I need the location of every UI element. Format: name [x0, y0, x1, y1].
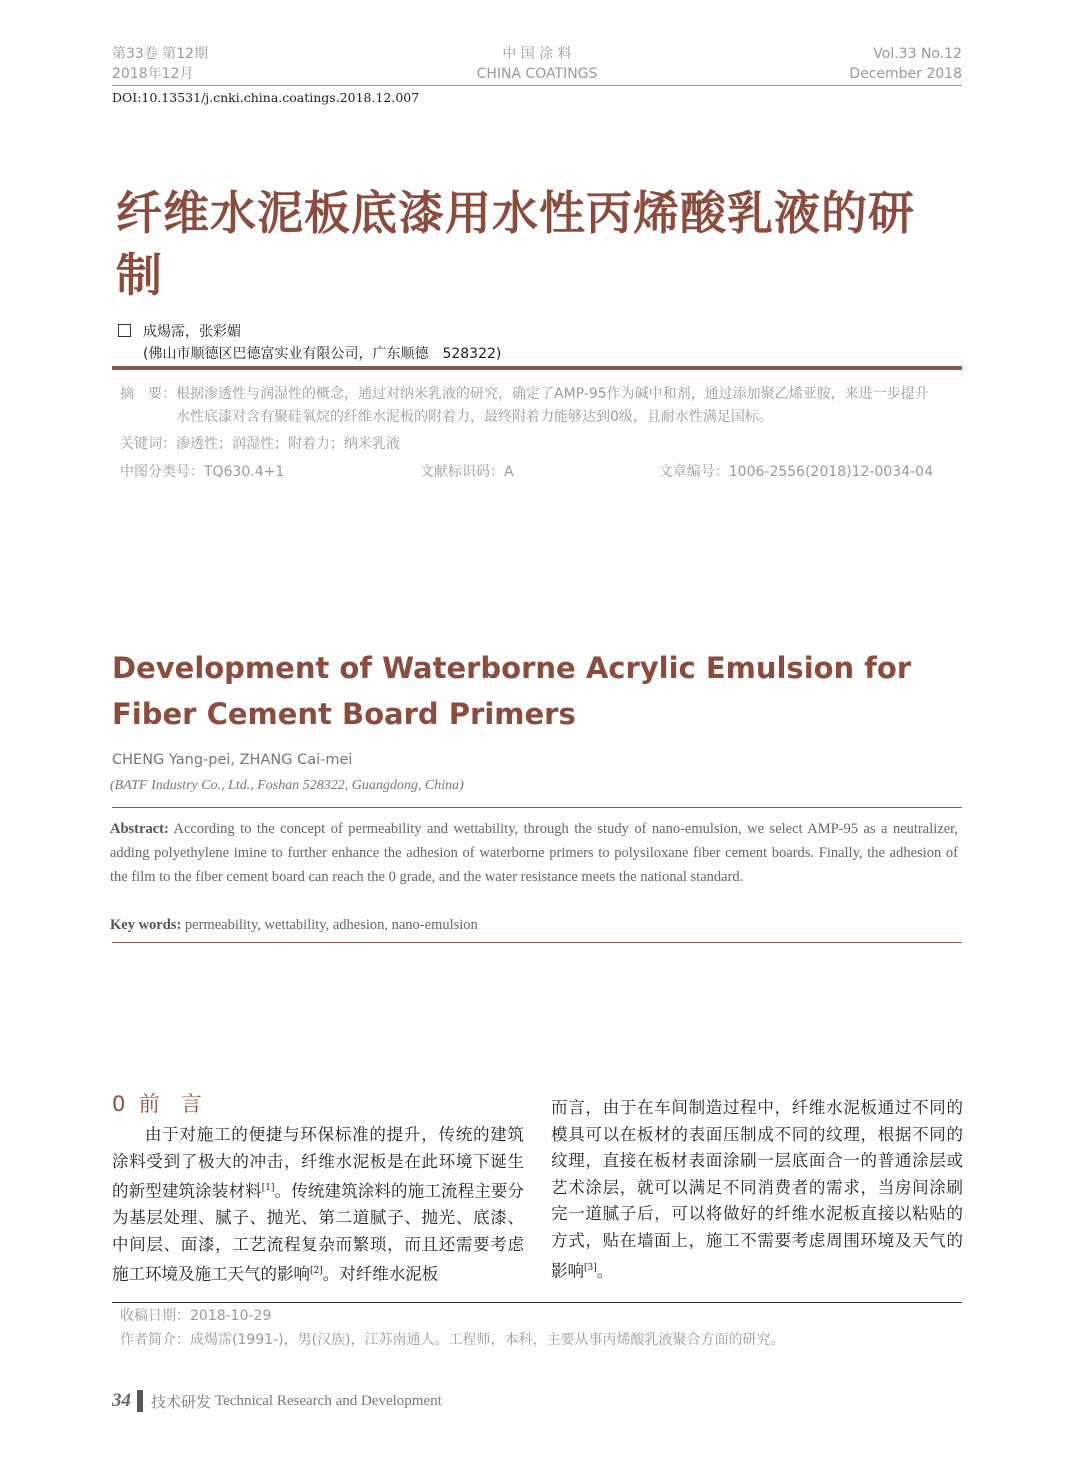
keywords-en-text: permeability, wettability, adhesion, nano-emulsion: [184, 917, 478, 933]
affiliation-en: (BATF Industry Co., Ltd., Foshan 528322, Guangdong, China): [110, 778, 464, 793]
abstract-en-label: Abstract:: [110, 821, 169, 837]
header-volume-en: [849, 44, 962, 84]
square-bullet-icon: [118, 324, 131, 337]
date-cn: 2018年12月: [112, 66, 194, 82]
section-number: 0: [112, 1092, 126, 1116]
footer-bar: [137, 1390, 143, 1412]
authors-en: CHENG Yang-pei, ZHANG Cai-mei: [112, 752, 353, 768]
footer-section-cn: 技术研发: [151, 1394, 212, 1411]
section-heading: [112, 1088, 202, 1118]
section-title: 前 言: [138, 1092, 202, 1116]
keywords-en: [110, 913, 958, 937]
body-text: 。传统建筑涂料的施工流程主要分为基层处理、腻子、抛光、第二道腻子、抛光、底漆、中间层、面漆，工艺流程复杂而繁琐，而且还需要考虑施工环境及施工天气的影响: [112, 1181, 525, 1284]
header-volume-cn: [112, 44, 208, 84]
title-en: Development of Waterborne Acrylic Emulsion for Fiber Cement Board Primers: [112, 651, 912, 731]
citation-1[interactable]: [1]: [261, 1183, 275, 1194]
title-cn: 纤维水泥板底漆用水性丙烯酸乳液的研制: [116, 186, 915, 302]
article-number: 文章编号：1006-2556(2018)12-0034-04: [658, 464, 933, 480]
abstract-cn-text: 根据渗透性与润湿性的概念，通过对纳米乳液的研究，确定了AMP-95作为碱中和剂，通过添加聚乙烯亚胺，来进一步提升水性底漆对含有聚硅氧烷的纤维水泥板的附着力，最终附着力能够达到0级，且耐水性满足国标。: [176, 386, 929, 425]
abstract-en: [110, 817, 958, 889]
body-column-left: [112, 1122, 524, 1289]
keywords-cn: 关键词：渗透性；润湿性；附着力；纳米乳液: [120, 436, 400, 452]
body-text: 而言，由于在车间制造过程中，纤维水泥板通过不同的模具可以在板材的表面压制成不同的纹理，根据不同的纹理，直接在板材表面涂刷一层底面合一的普通涂层或艺术涂层，就可以满足不同消费者的需求，当房间涂刷完一道腻子后，可以将做好的纤维水泥板直接以粘贴的方式，贴在墙面上，施工不需要考虑周围环境及天气的影响: [551, 1098, 963, 1281]
document-code: 文献标识码：A: [420, 464, 514, 480]
citation-2[interactable]: [2]: [310, 1266, 323, 1277]
abstract-top-rule: [112, 807, 962, 808]
footer-section-en: Technical Research and Development: [215, 1392, 442, 1409]
affiliation-cn: (佛山市顺德区巴德富实业有限公司，广东顺德 528322): [143, 346, 502, 362]
authors-cn: 成煬霈，张彩媚: [143, 324, 241, 340]
journal-en: CHINA COATINGS: [476, 66, 598, 82]
body-text: 由于对施工的便捷与环保标准的提升，传统的建筑涂料受到了极大的冲击，纤维水泥板是在此环境下诞生的新型建筑涂装材料: [112, 1125, 524, 1201]
doi: DOI:10.13531/j.cnki.china.coatings.2018.12.007: [112, 90, 420, 105]
page-number: 34: [112, 1390, 131, 1411]
keywords-en-label: Key words:: [110, 917, 182, 933]
abstract-en-text: According to the concept of permeability and wettability, through the study of nano-emulsion, we select AMP-95 as a neutralizer, adding polyethylene imine to further enhance the adhesion of waterborne primers to polysiloxane fiber cement boards. Finally, the adhesion of the film to the fiber cement board can reach the 0 grade, and the water resistance meets the national standard.: [110, 821, 959, 885]
abstract-cn: [120, 383, 940, 429]
date-en: December 2018: [849, 66, 962, 82]
received-date: 收稿日期：2018-10-29: [120, 1308, 272, 1324]
journal-cn: 中 国 涂 料: [502, 46, 572, 62]
volume-en: Vol.33 No.12: [873, 46, 962, 62]
volume-cn: 第33卷 第12期: [112, 46, 209, 62]
header-journal: [437, 44, 637, 84]
title-rule: [112, 366, 962, 370]
header-rule: [112, 85, 962, 86]
classification-number: 中图分类号：TQ630.4+1: [120, 464, 285, 480]
citation-3[interactable]: [3]: [584, 1262, 597, 1273]
page-footer: [112, 1390, 442, 1412]
abstract-bottom-rule: [112, 942, 962, 943]
author-bio: 作者简介：成煬霈(1991-)，男(汉族)，江苏南通人。工程师，本科，主要从事丙烯酸乳液聚合方面的研究。: [120, 1332, 785, 1348]
footnote-rule: [112, 1302, 962, 1303]
body-column-right: [551, 1095, 963, 1285]
body-text: 。对纤维水泥板: [322, 1264, 439, 1284]
authors-block-cn: [118, 321, 501, 365]
body-text: 。: [596, 1261, 614, 1281]
abstract-cn-label: 摘 要：: [120, 386, 176, 402]
